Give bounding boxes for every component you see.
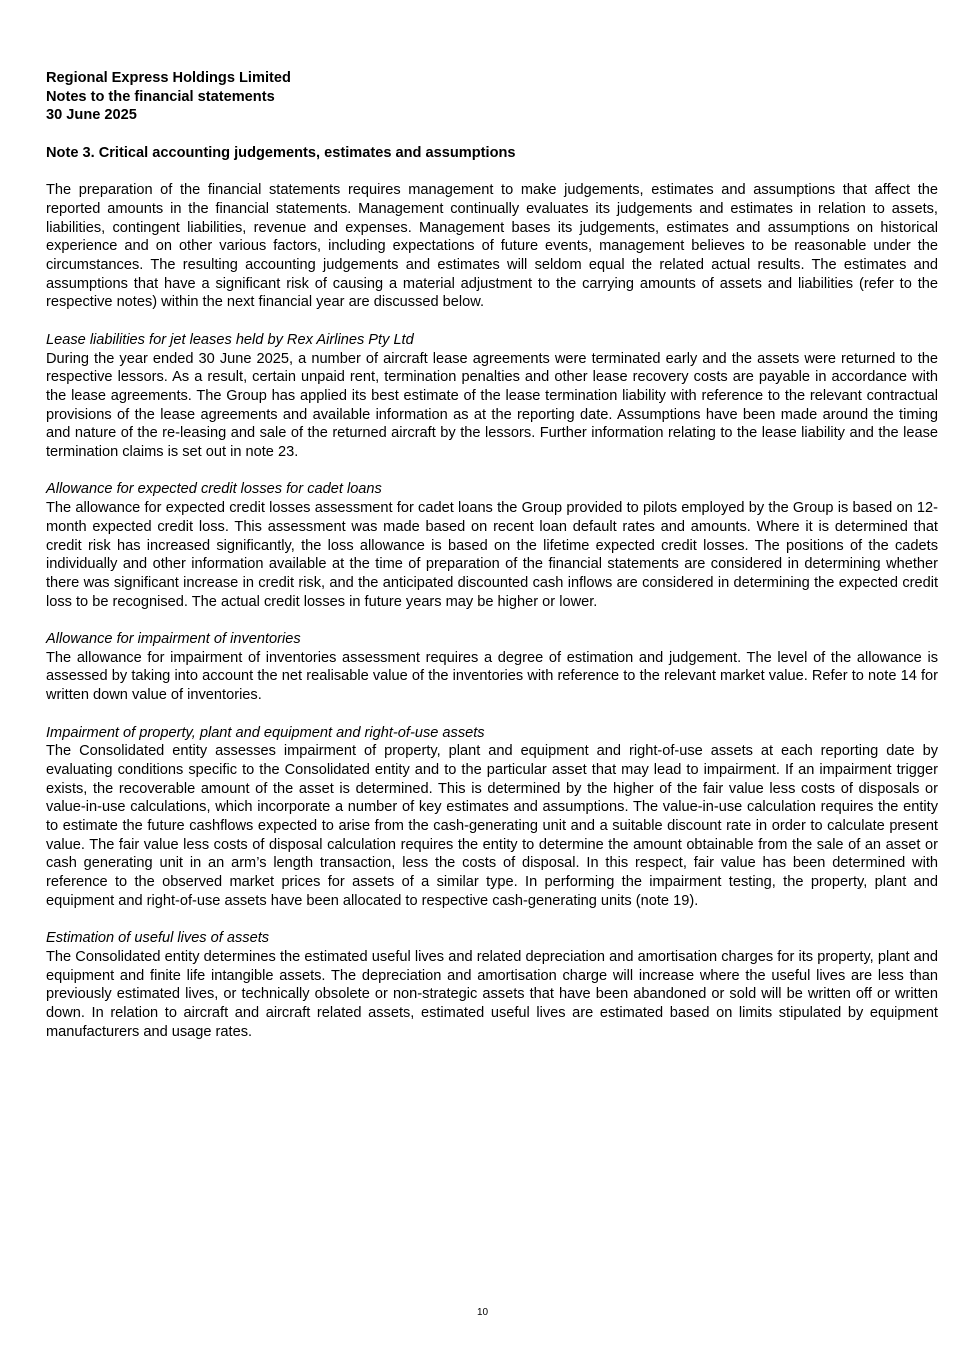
section-body: The allowance for expected credit losses assessment for cadet loans the Group provided to pilots employed by the Group is based on 12-month expected credit loss. This assessment was made based on recent loan default rates and amounts. Where it is determined that credit risk has increased significantly, the loss allowance is based on the lifetime expected credit losses. The positions of the cadets individually and other information available at the time of preparation of the financial statements are considered in determining whether there was significant increase in credit risk, and the anticipated discounted cash inflows are considered in determining the expected credit loss to be recognised. The actual credit losses in future years may be higher or lower. xyxy=(46,500,938,610)
section-credit-losses xyxy=(46,480,938,611)
document-header xyxy=(46,69,938,125)
section-body: The Consolidated entity determines the estimated useful lives and related depreciation and amortisation charges for its property, plant and equipment and finite life intangible assets. The depreciation and amortisation charge will increase where the useful lives are less than previously estimated lives, or technically obsolete or non-strategic assets that have been abandoned or sold will be written off or written down. In relation to aircraft and aircraft related assets, estimated useful lives are estimated based on limits stipulated by equipment manufacturers and usage rates. xyxy=(46,948,938,1040)
section-title: Allowance for impairment of inventories xyxy=(46,631,301,648)
section-lease-liabilities xyxy=(46,331,938,462)
note-title: Note 3. Critical accounting judgements, estimates and assumptions xyxy=(46,144,516,161)
section-body: During the year ended 30 June 2025, a number of aircraft lease agreements were terminated early and the assets were returned to the respective lessors. As a result, certain unpaid rent, termination penalties and other lease recovery costs are payable in accordance with the lease agreements. The Group has applied its best estimate of the lease termination liability with reference to the relevant contractual provisions of the lease agreements and available information as at the reporting date. Assumptions have been made around the timing and nature of the re-leasing and sale of the returned aircraft by the lessors. Further information relating to the lease liability and the lease termination claims is set out in note 23. xyxy=(46,350,938,461)
section-impairment xyxy=(46,724,938,911)
document-page xyxy=(46,69,938,1041)
section-title: Impairment of property, plant and equipment and right-of-use assets xyxy=(46,724,485,741)
page-number: 10 xyxy=(476,1307,489,1318)
document-title: Notes to the financial statements xyxy=(46,88,275,105)
section-body: The Consolidated entity assesses impairment of property, plant and equipment and right-of-use assets at each reporting date by evaluating conditions specific to the Consolidated entity and to the particular asset that may lead to impairment. If an impairment trigger exists, the recoverable amount of the asset is determined. This is determined by the higher of the fair value less costs of disposals or value-in-use calculations, which incorporate a number of key estimates and assumptions. The value-in-use calculation requires the entity to estimate the future cashflows expected to arise from the cash-generating unit and a suitable discount rate in order to calculate present value. The fair value less costs of disposal calculation requires the entity to determine the amount obtainable from the sale of an asset or cash generating unit in an arm’s length transaction, less the costs of disposal. In this respect, fair value has been determined with reference to the observed market prices for assets of a similar type. In performing the impairment testing, the property, plant and equipment and right-of-use assets have been allocated to respective cash-generating units (note 19). xyxy=(46,743,938,909)
section-title: Lease liabilities for jet leases held by Rex Airlines Pty Ltd xyxy=(46,331,414,348)
section-useful-lives xyxy=(46,929,938,1041)
company-name: Regional Express Holdings Limited xyxy=(46,70,291,86)
report-date: 30 June 2025 xyxy=(46,107,137,124)
section-title: Estimation of useful lives of assets xyxy=(46,930,270,947)
section-body: The allowance for impairment of inventories assessment requires a degree of estimation and judgement. The level of the allowance is assessed by taking into account the net realisable value of the inventories with reference to the relevant market value. Refer to note 14 for written down value of inventories. xyxy=(46,649,938,704)
section-inventories xyxy=(46,630,938,705)
intro-paragraph: The preparation of the financial statements requires management to make judgements, estimates and assumptions that affect the reported amounts in the financial statements. Management continually evaluates its judgements and estimates in relation to assets, liabilities, contingent liabilities, revenue and expenses. Management bases its judgements, estimates and assumptions on historical experience and on other various factors, including expectations of future events, management believes to be reasonable under the circumstances. The resulting accounting judgements and estimates will seldom equal the related actual results. The estimates and assumptions that have a significant risk of causing a material adjustment to the carrying amounts of assets and liabilities (refer to the respective notes) within the next financial year are discussed below. xyxy=(46,182,938,311)
section-title: Allowance for expected credit losses for cadet loans xyxy=(46,481,382,498)
